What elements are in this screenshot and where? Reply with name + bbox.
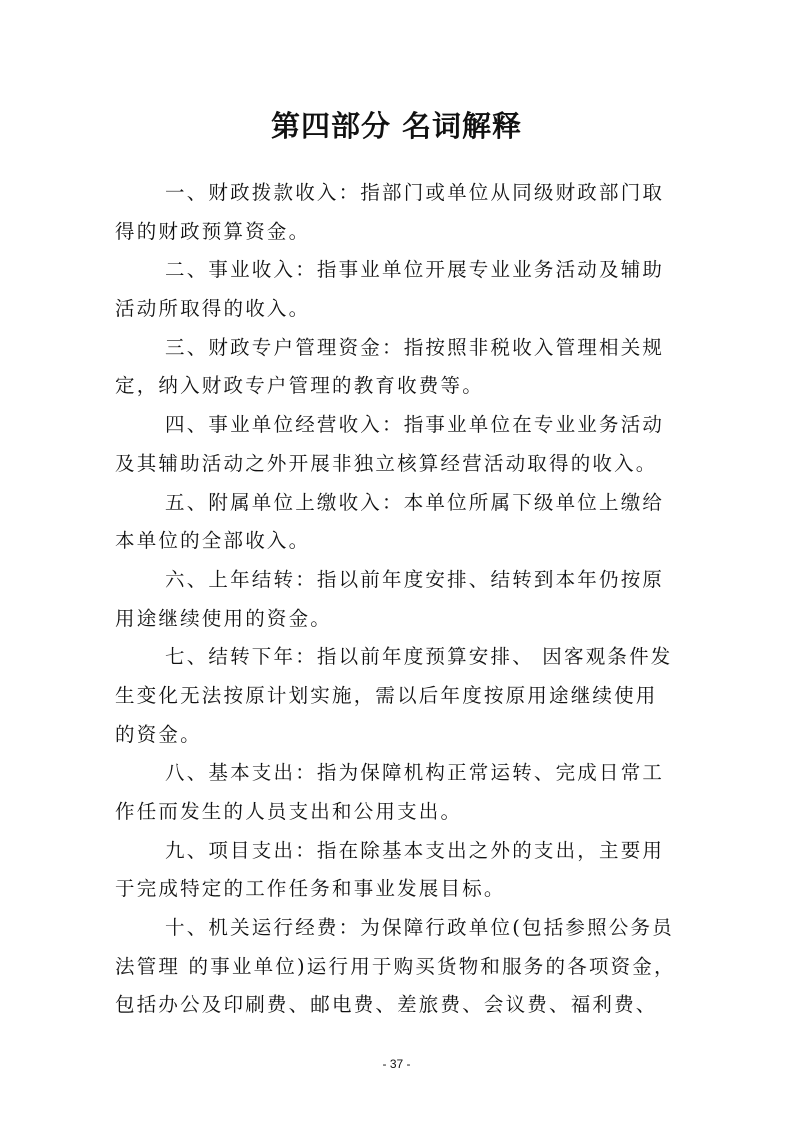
text-line: 定，纳入财政专户管理的教育收费等。 (115, 374, 484, 398)
text-line: 于完成特定的工作任务和事业发展目标。 (115, 877, 506, 901)
glossary-body (115, 174, 685, 1025)
text-line: 四、事业单位经营收入：指事业单位在专业业务活动 (165, 413, 665, 437)
text-line: 得的财政预算资金。 (115, 219, 311, 243)
text-line: 作任而发生的人员支出和公用支出。 (115, 800, 463, 823)
text-line: 九、项目支出：指在除基本支出之外的支出，主要用 (165, 838, 665, 862)
text-line: 五、附属单位上缴收入：本单位所属下级单位上缴给 (165, 490, 665, 514)
text-line: 一、财政拨款收入：指部门或单位从同级财政部门取 (165, 181, 665, 204)
text-line: 的资金。 (115, 722, 202, 746)
page-title: 第四部分 名词解释 (270, 109, 523, 143)
text-line: 二、事业收入：指事业单位开展专业业务活动及辅助 (165, 258, 665, 282)
text-line: 十、机关运行经费：为保障行政单位(包括参照公务员 (165, 916, 674, 940)
text-line: 法管理 的事业单位)运行用于购买货物和服务的各项资金， (115, 954, 676, 978)
text-line: 及其辅助活动之外开展非独立核算经营活动取得的收入。 (115, 451, 658, 475)
text-line: 包括办公及印刷费、邮电费、差旅费、会议费、福利费、 (115, 993, 658, 1017)
text-line: 生变化无法按原计划实施，需以后年度按原用途继续使用 (115, 683, 658, 707)
text-line: 用途继续使用的资金。 (115, 606, 333, 630)
text-line: 三、财政专户管理资金：指按照非税收入管理相关规 (165, 335, 665, 359)
text-line: 活动所取得的收入。 (115, 297, 311, 321)
text-line: 七、结转下年：指以前年度预算安排、 因客观条件发 (165, 645, 673, 669)
text-line: 八、基本支出：指为保障机构正常运转、完成日常工 (165, 761, 665, 785)
text-line: 本单位的全部收入。 (115, 529, 311, 553)
page-number: - 37 - (382, 1057, 411, 1071)
text-line: 六、上年结转：指以前年度安排、结转到本年仍按原 (165, 567, 665, 591)
